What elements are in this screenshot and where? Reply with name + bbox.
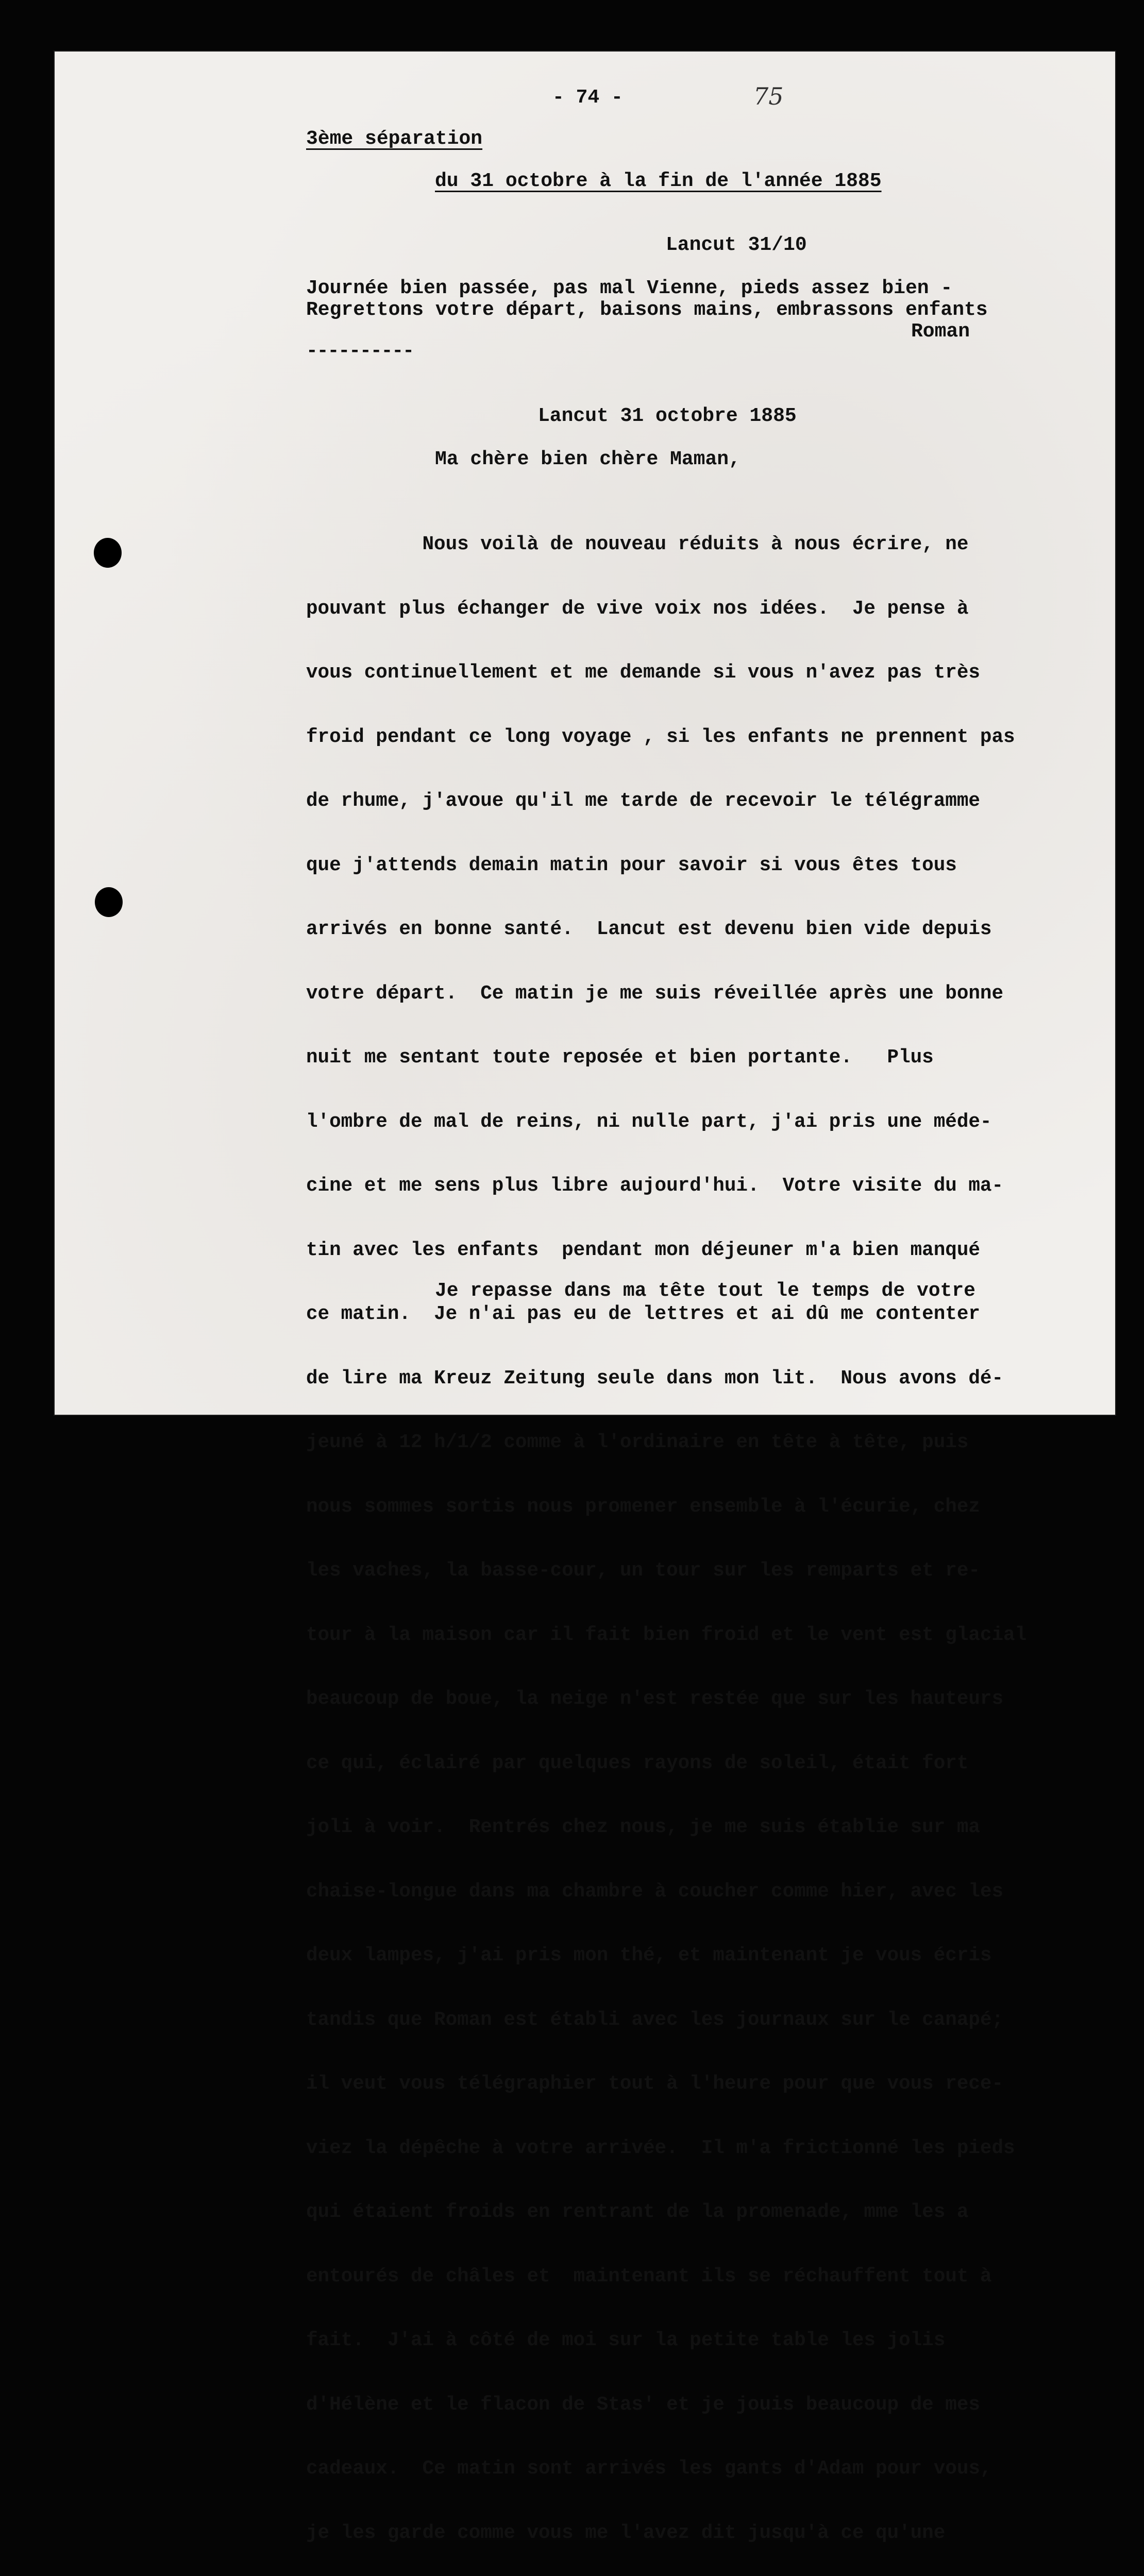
body-line: vous continuellement et me demande si vous n'avez pas très bbox=[306, 662, 980, 684]
letter-continuation-line: Je repasse dans ma tête tout le temps de votre bbox=[435, 1280, 975, 1302]
punch-hole-bottom bbox=[95, 887, 123, 917]
page-number: - 74 - bbox=[552, 87, 623, 109]
punch-hole-top bbox=[94, 538, 122, 568]
letter-place-date: Lancut 31 octobre 1885 bbox=[538, 405, 797, 427]
telegram-divider-rule: ---------- bbox=[306, 340, 414, 362]
body-line: l'ombre de mal de reins, ni nulle part, j'ai pris une méde- bbox=[306, 1111, 992, 1133]
body-line: ce qui, éclairé par quelques rayons de soleil, était fort bbox=[306, 1752, 969, 1774]
body-line: viez la dépêche à votre arrivée. Il m'a frictionné les pieds bbox=[306, 2137, 1015, 2159]
body-line: jeuné à 12 h/1/2 comme à l'ordinaire en tête à tête, puis bbox=[306, 1432, 969, 1453]
folio-handwritten-number: 75 bbox=[753, 82, 784, 110]
body-line: tin avec les enfants pendant mon déjeuner m'a bien manqué bbox=[306, 1239, 980, 1261]
body-line: de rhume, j'avoue qu'il me tarde de recevoir le télégramme bbox=[306, 790, 980, 812]
letter-salutation: Ma chère bien chère Maman, bbox=[435, 448, 741, 470]
letter-body bbox=[306, 492, 1027, 2576]
body-line: d'Hélène et le flacon de Stas' et je jouis beaucoup de mes bbox=[306, 2394, 980, 2416]
body-line: qui étaient froids en rentrant de la promenade, mme les a bbox=[306, 2201, 969, 2223]
body-line: cadeaux. Ce matin sont arrivés les gants d'Adam pour vous, bbox=[306, 2458, 992, 2480]
body-line: beaucoup de boue, la neige n'est restée que sur les hauteurs bbox=[306, 1688, 1004, 1710]
body-line: deux lampes, j'ai pris mon thé, et maintenant je vous écris bbox=[306, 1945, 992, 1967]
body-line: froid pendant ce long voyage , si les enfants ne prennent pas bbox=[306, 726, 1015, 748]
telegram-signature: Roman bbox=[911, 320, 970, 343]
body-line: Nous voilà de nouveau réduits à nous écrire, ne bbox=[306, 534, 969, 555]
body-line: fait. J'ai à côté de moi sur la petite table les jolis bbox=[306, 2330, 946, 2351]
body-line: il veut vous télégraphier tout à l'heure pour que vous rece- bbox=[306, 2073, 1004, 2095]
body-line: ce matin. Je n'ai pas eu de lettres et ai dû me contenter bbox=[306, 1303, 980, 1325]
body-line: tour à la maison car il fait bien froid et le vent est glacial bbox=[306, 1624, 1027, 1646]
body-line: joli à voir. Rentrés chez nous, je me suis établie sur ma bbox=[306, 1817, 980, 1838]
body-line: chaise-longue dans ma chambre à coucher comme hier, avec les bbox=[306, 1880, 1004, 1903]
body-line: les vaches, la basse-cour, un tour sur les remparts et re- bbox=[306, 1560, 980, 1582]
section-date-range: du 31 octobre à la fin de l'année 1885 bbox=[435, 170, 882, 192]
body-line: de lire ma Kreuz Zeitung seule dans mon lit. Nous avons dé- bbox=[306, 1367, 1004, 1389]
body-line: je les garde comme vous me l'avez dit jusqu'à ce qu'une bbox=[306, 2522, 946, 2544]
body-line: nous sommes sortis nous promener ensemble à l'écurie, chez bbox=[306, 1496, 980, 1518]
body-line: arrivés en bonne santé. Lancut est devenu bien vide depuis bbox=[306, 919, 992, 940]
telegram-line: Regrettons votre départ, baisons mains, embrassons enfants bbox=[306, 299, 988, 321]
section-title: 3ème séparation bbox=[306, 128, 483, 150]
telegram-place-date: Lancut 31/10 bbox=[666, 234, 807, 256]
body-line: entourés de châles et maintenant ils se réchauffent tout à bbox=[306, 2265, 992, 2287]
document-page bbox=[54, 50, 1116, 2544]
body-line: tandis que Roman est établi avec les journaux sur le canapé; bbox=[306, 2009, 1004, 2031]
body-line: votre départ. Ce matin je me suis réveillée après une bonne bbox=[306, 982, 1004, 1005]
body-line: cine et me sens plus libre aujourd'hui. Votre visite du ma- bbox=[306, 1175, 1004, 1197]
body-line: nuit me sentant toute reposée et bien portante. Plus bbox=[306, 1047, 934, 1069]
body-line: pouvant plus échanger de vive voix nos idées. Je pense à bbox=[306, 598, 969, 620]
body-line: que j'attends demain matin pour savoir si vous êtes tous bbox=[306, 854, 957, 876]
telegram-line: Journée bien passée, pas mal Vienne, pieds assez bien - bbox=[306, 277, 953, 299]
